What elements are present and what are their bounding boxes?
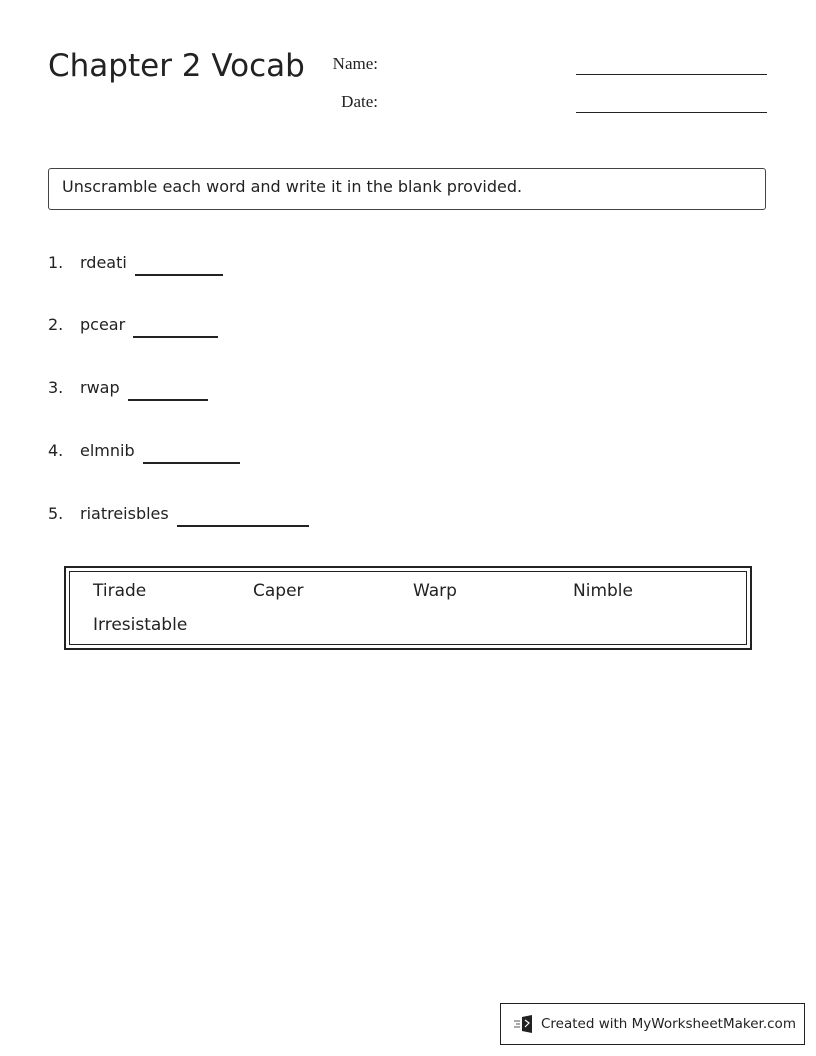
word-bank-item: Caper [253, 581, 304, 601]
instructions-box: Unscramble each word and write it in the blank provided. [48, 168, 766, 210]
credit-text: Created with MyWorksheetMaker.com [541, 1016, 796, 1032]
item-number: 1. [48, 253, 64, 272]
item-number: 2. [48, 315, 64, 334]
word-bank-item: Tirade [93, 581, 147, 601]
list-item [48, 504, 309, 523]
credit-badge[interactable] [500, 1003, 805, 1045]
worksheet-logo-icon [513, 1014, 535, 1034]
word-bank-item: Warp [413, 581, 457, 601]
scrambled-word: rdeati [80, 253, 127, 272]
scrambled-word: pcear [80, 315, 126, 334]
page-title: Chapter 2 Vocab [48, 48, 305, 84]
date-label: Date: [341, 92, 378, 111]
date-line[interactable] [576, 112, 767, 113]
word-bank-item: Irresistable [93, 615, 188, 635]
list-item [48, 315, 218, 334]
word-bank-item: Nimble [573, 581, 633, 601]
word-bank [64, 566, 752, 650]
scrambled-word: riatreisbles [80, 504, 169, 523]
answer-blank[interactable] [135, 273, 223, 276]
answer-blank[interactable] [128, 398, 208, 401]
item-number: 3. [48, 378, 64, 397]
scrambled-word: rwap [80, 378, 120, 397]
answer-blank[interactable] [143, 461, 240, 464]
scrambled-word: elmnib [80, 441, 135, 460]
answer-blank[interactable] [177, 524, 309, 527]
list-item [48, 253, 223, 272]
name-line[interactable] [576, 74, 767, 75]
list-item [48, 378, 208, 397]
item-number: 4. [48, 441, 64, 460]
answer-blank[interactable] [133, 335, 218, 338]
list-item [48, 441, 240, 460]
item-number: 5. [48, 504, 64, 523]
name-label: Name: [332, 54, 378, 73]
